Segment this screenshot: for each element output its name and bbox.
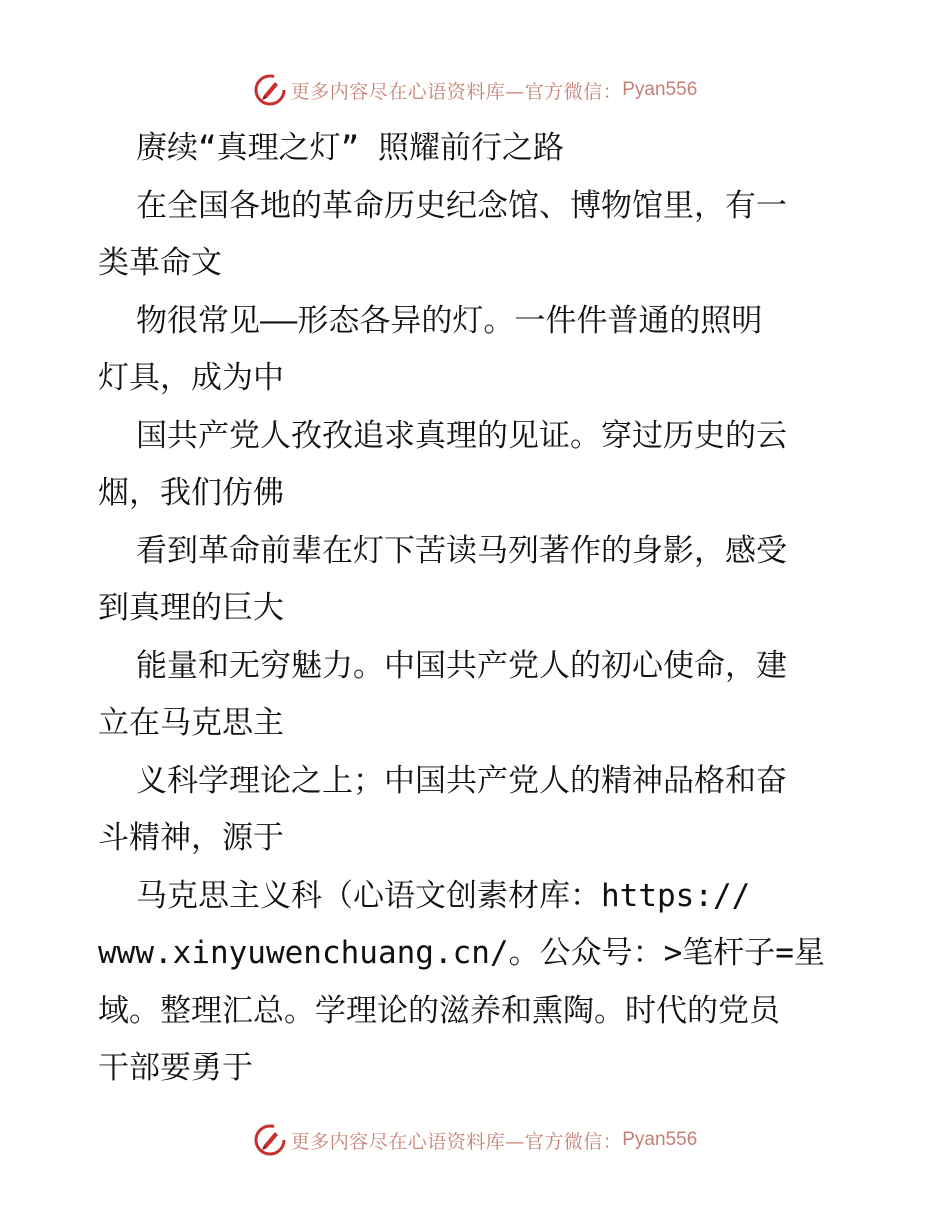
text-line: 干部要勇于 bbox=[98, 1050, 253, 1086]
text-line: 域。整理汇总。学理论的滋养和熏陶。时代的党员 bbox=[98, 992, 780, 1029]
document-body bbox=[98, 120, 858, 1098]
text-line: 灯具，成为中 bbox=[98, 360, 284, 396]
text-line: 在全国各地的革命历史纪念馆、博物馆里，有一 bbox=[136, 187, 787, 224]
text-line: www.xinyuwenchuang.cn/。公众号：>笔杆子=星 bbox=[98, 935, 825, 971]
header-watermark-banner bbox=[0, 70, 950, 110]
text-line: 能量和无穷魅力。中国共产党人的初心使命，建 bbox=[136, 647, 787, 684]
banner-text: 更多内容尽在心语资料库—官方微信： bbox=[290, 1130, 623, 1153]
text-line: 类革命文 bbox=[98, 245, 222, 281]
banner-account: Pyan556 bbox=[622, 1129, 698, 1150]
text-line: 到真理的巨大 bbox=[98, 590, 284, 626]
text-line: 烟，我们仿佛 bbox=[98, 475, 284, 511]
text-line: 国共产党人孜孜追求真理的见证。穿过历史的云 bbox=[136, 417, 787, 454]
text-line: 义科学理论之上；中国共产党人的精神品格和奋 bbox=[136, 762, 787, 799]
text-line: 赓续“真理之灯” 照耀前行之路 bbox=[136, 130, 564, 166]
footer-watermark-banner bbox=[0, 1120, 950, 1160]
banner-text: 更多内容尽在心语资料库—官方微信： bbox=[290, 80, 623, 103]
text-line: 看到革命前辈在灯下苦读马列著作的身影，感受 bbox=[136, 532, 787, 569]
banner-account: Pyan556 bbox=[622, 79, 698, 100]
text-line: 立在马克思主 bbox=[98, 705, 284, 741]
text-line: 马克思主义科（心语文创素材库：https:// bbox=[136, 877, 751, 914]
text-line: 斗精神，源于 bbox=[98, 820, 284, 856]
brand-logo-icon bbox=[253, 1123, 287, 1157]
brand-logo-icon bbox=[253, 73, 287, 107]
text-line: 物很常见——形态各异的灯。一件件普通的照明 bbox=[136, 302, 763, 339]
